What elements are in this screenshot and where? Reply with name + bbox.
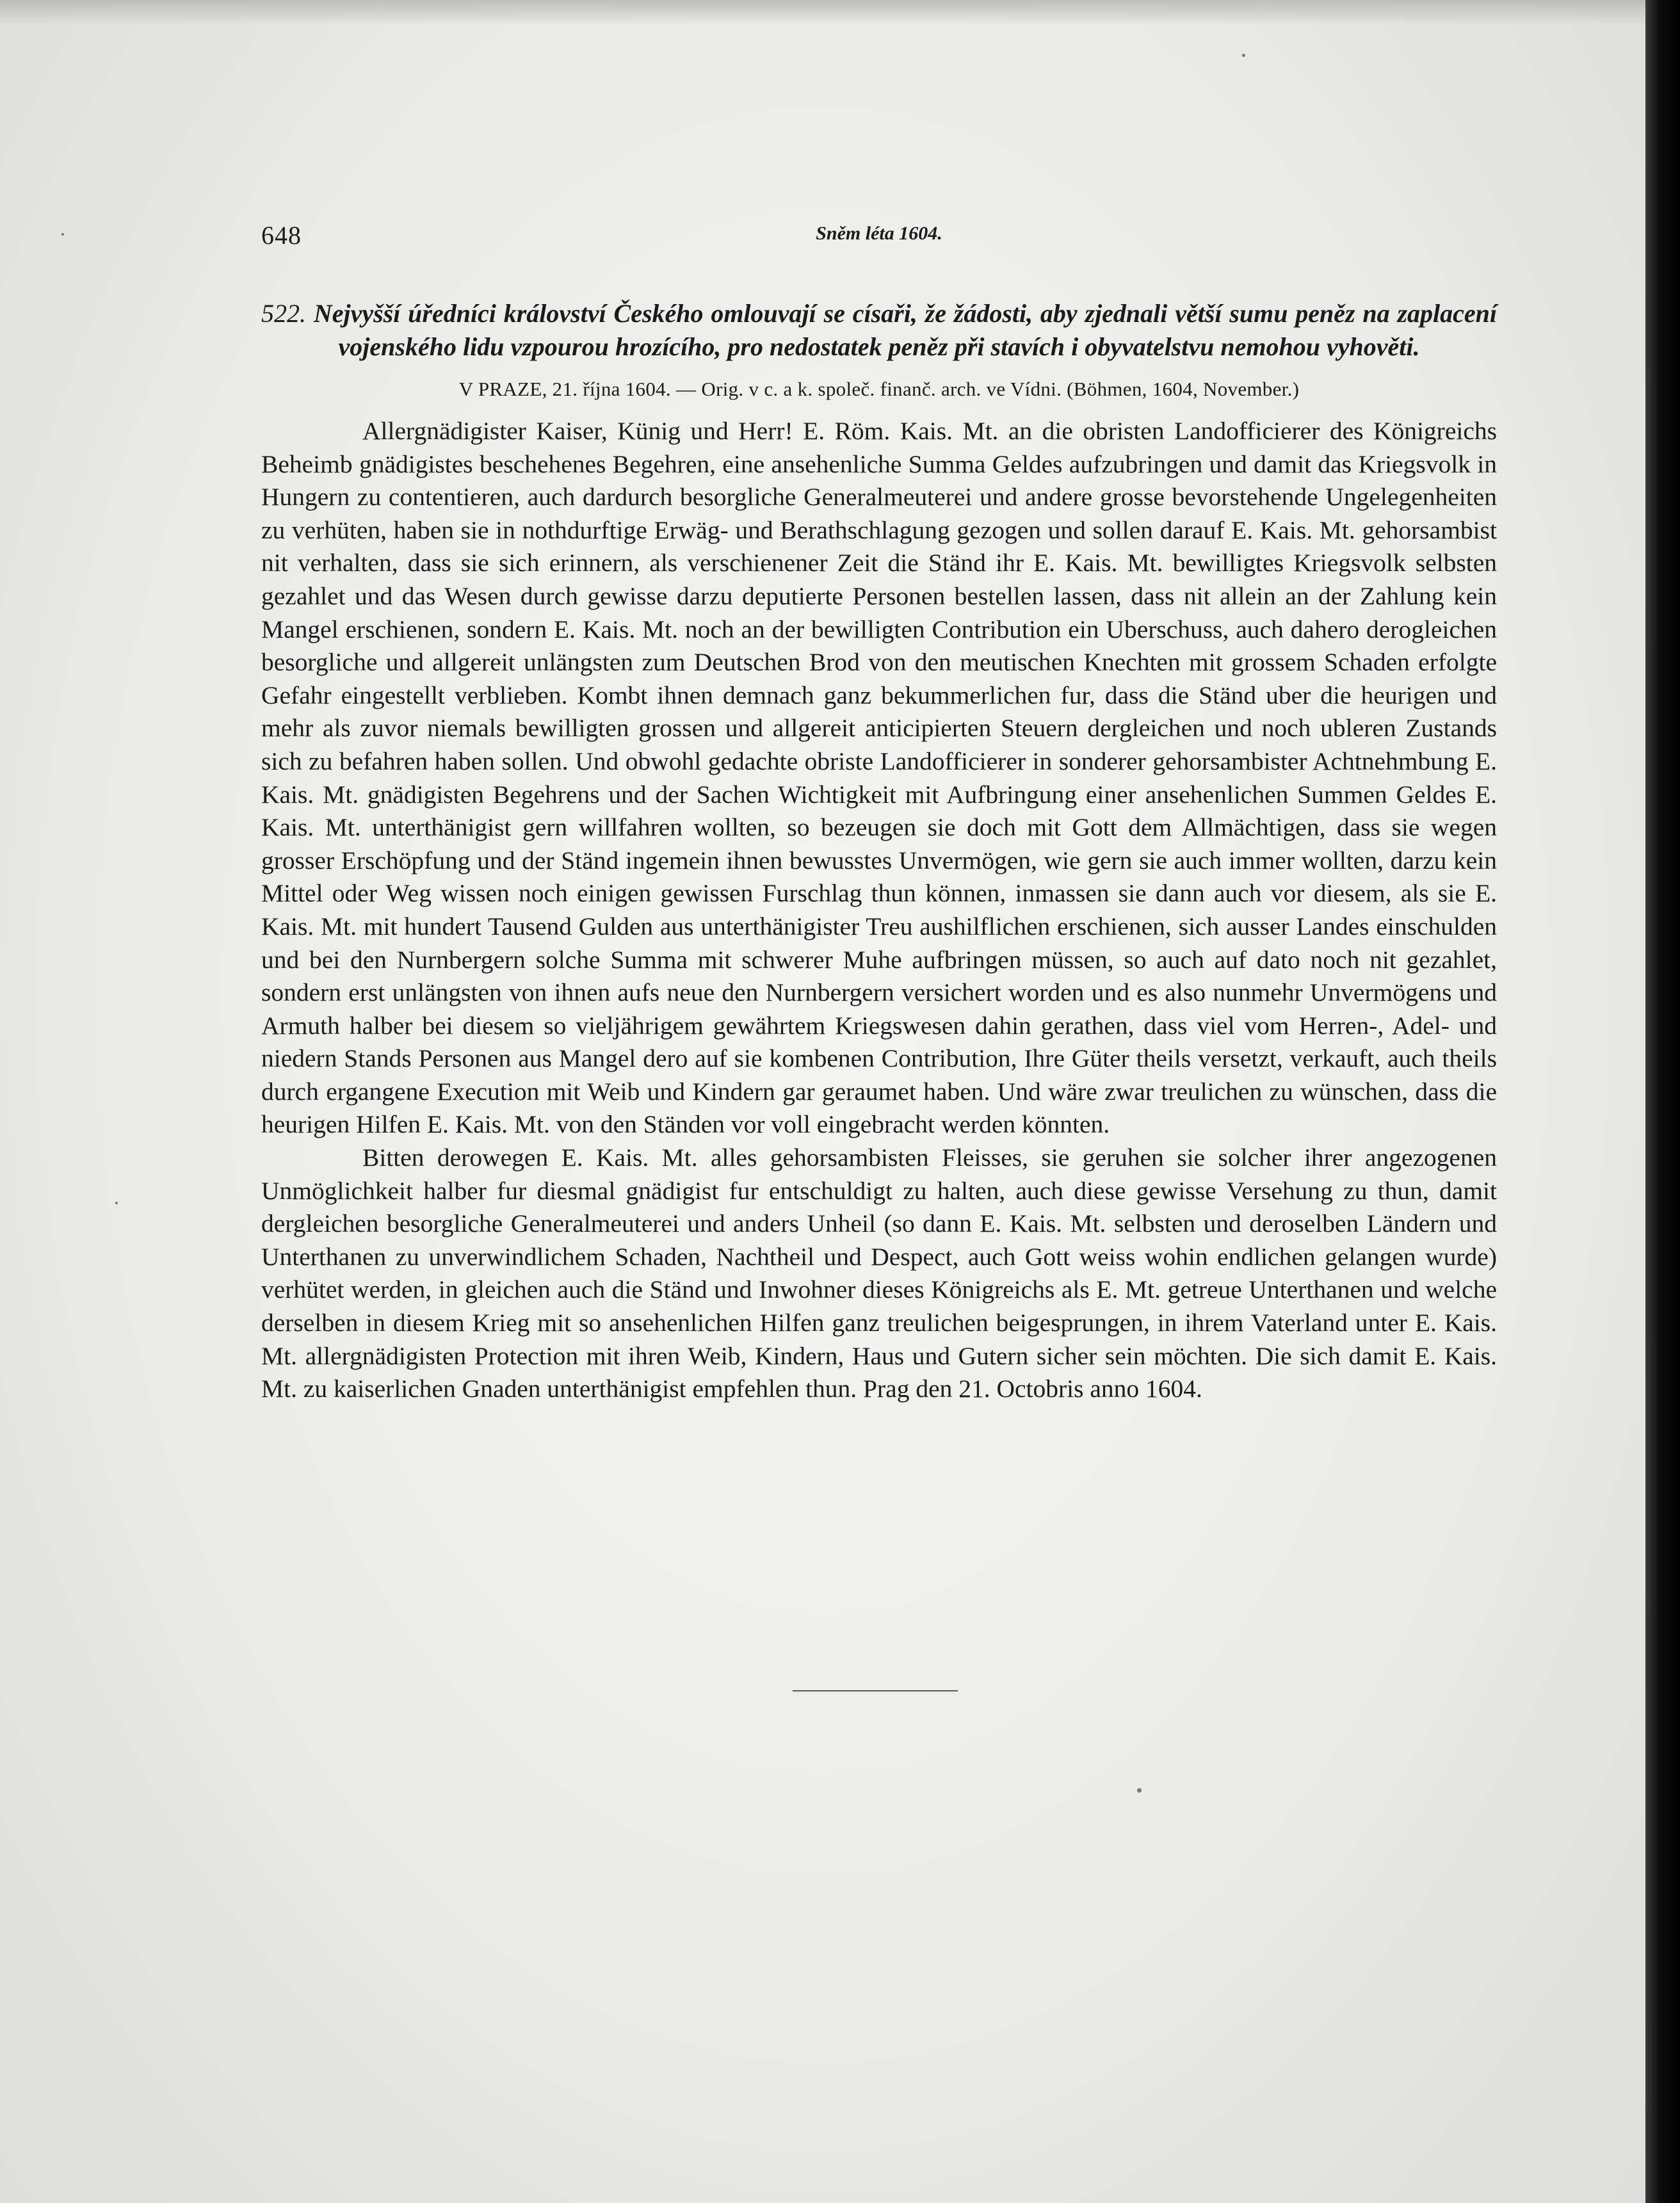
document-body xyxy=(261,415,1497,1406)
scan-speck xyxy=(115,1202,118,1204)
running-head: Sněm léta 1604. xyxy=(816,223,942,244)
document-number: 522. xyxy=(261,299,306,328)
scan-speck xyxy=(1242,54,1245,57)
page-number: 648 xyxy=(261,221,302,250)
scan-speck xyxy=(61,233,64,236)
document-title-text: Nejvyšší úředníci království Českého omlouvají se císaři, že žádosti, aby zjednali větší sumu peněz na zaplacení vojenského lidu vzpourou hrozícího, pro nedostatek peněz při stavích i obyvatelstvu nemohou vyhověti. xyxy=(313,299,1498,361)
scan-speck xyxy=(1137,1788,1142,1793)
scan-top-shadow xyxy=(0,0,1645,26)
end-rule xyxy=(793,1690,958,1691)
page-header xyxy=(261,220,1497,259)
body-paragraph: Allergnädigister Kaiser, Künig und Herr! E. Röm. Kais. Mt. an die obristen Landofficierer des Königreichs Beheimb gnädigistes beschehenes Begehren, eine ansehenliche Summa Geldes aufzubringen und damit das Kriegsvolk in Hungern zu contentieren, auch dardurch besorgliche Generalmeuterei und andere grosse bevorstehende Ungelegenheiten zu verhüten, haben sie in nothdurftige Erwäg- und Berathschlagung gezogen und sollen darauf E. Kais. Mt. gehorsambist nit verhalten, dass sie sich erinnern, als verschienener Zeit die Ständ ihr E. Kais. Mt. bewilligtes Kriegsvolk selbsten gezahlet und das Wesen durch gewisse darzu deputierte Personen bestellen lassen, dass nit allein an der Zahlung kein Mangel erschienen, sondern E. Kais. Mt. noch an der bewilligten Contribution ein Uberschuss, auch dahero derogleichen besorgliche und allgereit unlängsten zum Deutschen Brod von den meutischen Knechten mit grossem Schaden erfolgte Gefahr eingestellt verblieben. Kombt ihnen demnach ganz bekummerlichen fur, dass die Ständ uber die heurigen und mehr als zuvor niemals bewilligten grossen und allgereit anticipierten Steuern dergleichen und noch ubleren Zustands sich zu befahren haben sollen. Und obwohl gedachte obriste Landofficierer in sonderer gehorsambister Achtnehmbung E. Kais. Mt. gnädigisten Begehrens und der Sachen Wichtigkeit mit Aufbringung einer ansehenlichen Summen Geldes E. Kais. Mt. unterthänigist gern willfahren wollten, so bezeugen sie doch mit Gott dem Allmächtigen, dass sie wegen grosser Erschöpfung und der Ständ ingemein ihnen bewusstes Unvermögen, wie gern sie auch immer wollten, darzu kein Mittel oder Weg wissen noch einigen gewissen Furschlag thun können, inmassen sie dann auch vor diesem, als sie E. Kais. Mt. mit hundert Tausend Gulden aus unterthänigister Treu aushilflichen erschienen, sich ausser Landes einschulden und bei den Nurnbergern solche Summa mit schwerer Muhe aufbringen müssen, so auch auf dato noch nit gezahlet, sondern erst unlängsten von ihnen aufs neue den Nurnbergern versichert worden und es also nunmehr Unvermögens und Armuth halber bei diesem so vieljährigem gewährtem Kriegswesen dahin gerathen, dass viel vom Herren-, Adel- und niedern Stands Personen aus Mangel dero auf sie kombenen Contribution, Ihre Güter theils versetzt, verkauft, auch theils durch ergangene Execution mit Weib und Kindern gar geraumet haben. Und wäre zwar treulichen zu wünschen, dass die heurigen Hilfen E. Kais. Mt. von den Ständen vor voll eingebracht werden könnten. xyxy=(261,417,1497,1139)
dateline: V PRAZE, 21. října 1604. — Orig. v c. a k. společ. finanč. arch. ve Vídni. (Böhmen, 1604, November.) xyxy=(458,378,1300,400)
page-content xyxy=(261,220,1497,1406)
document-title xyxy=(261,297,1497,364)
body-paragraph: Bitten derowegen E. Kais. Mt. alles gehorsambisten Fleisses, sie geruhen sie solcher ihrer angezogenen Unmöglichkeit halber fur diesmal gnädigist fur entschuldigt zu halten, auch diese gewisse Versehung zu thun, damit dergleichen besorgliche Generalmeuterei und anders Unheil (so dann E. Kais. Mt. selbsten und deroselben Ländern und Unterthanen zu unverwindlichem Schaden, Nachtheil und Despect, auch Gott weiss wohin endlichen gelangen wurde) verhütet werden, in gleichen auch die Ständ und Inwohner dieses Königreichs als E. Mt. getreue Unterthanen und welche derselben in diesem Krieg mit so ansehenlichen Hilfen ganz treulichen beigesprungen, in ihrem Vaterland unter E. Kais. Mt. allergnädigisten Protection mit ihren Weib, Kindern, Haus und Gutern sicher sein möchten. Die sich damit E. Kais. Mt. zu kaiserlichen Gnaden unterthänigist empfehlen thun. Prag den 21. Octobris anno 1604. xyxy=(261,1143,1497,1403)
scan-right-edge xyxy=(1645,0,1680,2203)
